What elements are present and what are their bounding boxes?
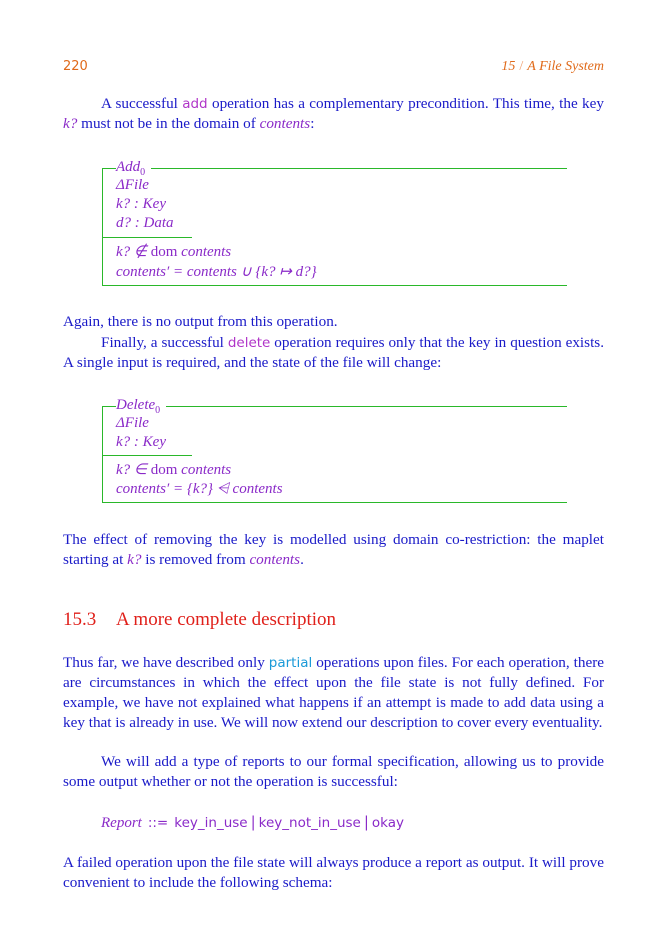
report-value-key-in-use: key_in_use xyxy=(174,815,248,831)
schema-add0 xyxy=(102,159,567,287)
chapter-number: 15 xyxy=(501,59,516,74)
paragraph-no-output: Again, there is no output from this operation. xyxy=(63,313,338,330)
paragraph-delete: Finally, a successful delete operation requires only that the key in question exists. A single input is required, and the state of the file will change: xyxy=(63,334,604,371)
report-value-okay: okay xyxy=(371,815,405,831)
var-contents: contents xyxy=(249,551,301,568)
schema-predicate-1: k? ∈ dom contents xyxy=(116,462,232,478)
header-separator: / xyxy=(519,59,524,74)
report-type-definition: Report ::= key_in_use | key_not_in_use | okay xyxy=(101,813,405,831)
schema-decl-delta-file: ΔFile xyxy=(116,415,149,431)
running-header xyxy=(63,59,604,77)
schema-name: Delete$_0$ xyxy=(116,397,166,416)
chapter-title: A File System xyxy=(527,59,604,74)
section-number: 15.3 xyxy=(63,609,97,630)
paragraph-co-restriction: The effect of removing the key is modelled using domain co-restriction: the maplet starting at k? is removed from contents. xyxy=(63,531,604,568)
paragraph-add-precondition: A successful add operation has a complementary precondition. This time, the key k? must not be in the domain of contents: xyxy=(63,95,604,132)
section-title: A more complete description xyxy=(116,609,337,630)
schema-predicate-1: k? ∉ dom contents xyxy=(116,244,232,260)
keyword-add: add xyxy=(182,96,208,112)
schema-predicate-2: contents′ = contents ∪ {k? ↦ d?} xyxy=(116,264,317,280)
paragraph-reports: We will add a type of reports to our formal specification, allowing us to provide some output whether or not the operation is successful: xyxy=(63,753,604,790)
schema-divider xyxy=(102,455,192,456)
schema-predicate-2: contents′ = {k?} ⩤ contents xyxy=(116,481,283,497)
schema-name: Add$_0$ xyxy=(116,159,151,178)
section-heading xyxy=(63,609,336,631)
report-name: Report xyxy=(101,815,142,831)
paragraph-failed-operation: A failed operation upon the file state will always produce a report as output. It will prove convenient to include the following schema: xyxy=(63,854,604,891)
schema-divider xyxy=(102,237,192,238)
keyword-partial: partial xyxy=(268,655,313,671)
running-title xyxy=(501,59,604,75)
var-contents: contents xyxy=(259,115,311,132)
schema-decl-delta-file: ΔFile xyxy=(116,177,149,193)
var-k: k? xyxy=(63,115,78,132)
schema-delete0 xyxy=(102,397,567,504)
page-number: 220 xyxy=(63,59,88,74)
keyword-delete: delete xyxy=(227,335,271,351)
schema-decl-key: k? : Key xyxy=(116,196,166,212)
free-type-defs: ::= xyxy=(147,815,169,831)
schema-decl-key: k? : Key xyxy=(116,434,166,450)
report-value-key-not-in-use: key_not_in_use xyxy=(258,815,361,831)
var-k: k? xyxy=(127,551,142,568)
schema-decl-data: d? : Data xyxy=(116,215,174,231)
paragraph-partial-operations: Thus far, we have described only partial operations upon files. For each operation, there are circumstances in which the effect upon the file state is not fully defined. For example, we have not explained what happens if an attempt is made to add data using a key that is already in use. We will now extend our description to cover every eventuality. xyxy=(63,654,604,731)
